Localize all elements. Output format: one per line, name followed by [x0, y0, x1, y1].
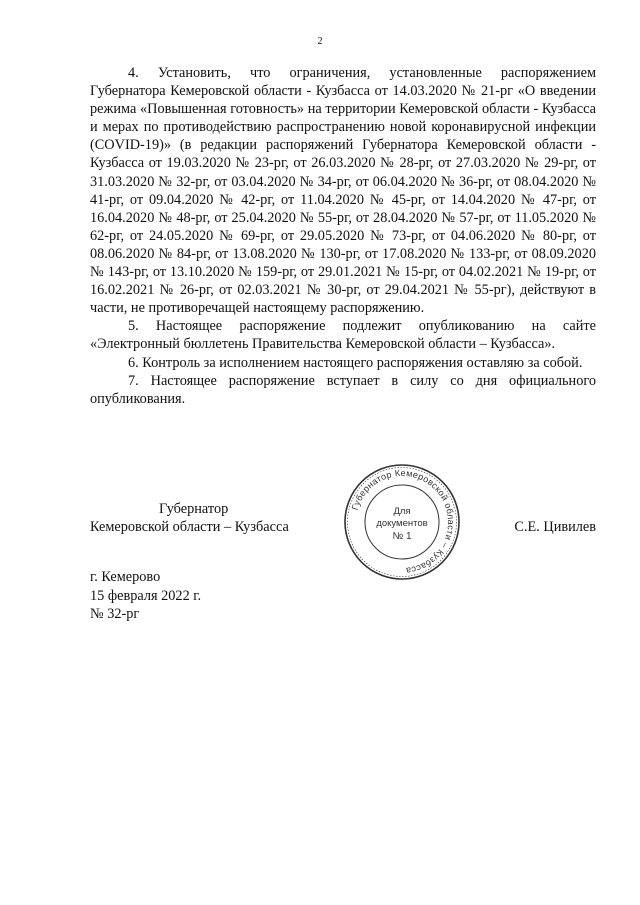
- document-body: [90, 64, 596, 408]
- official-seal: [342, 462, 462, 582]
- paragraph-6: 6. Контроль за исполнением настоящего распоряжения оставляю за собой.: [128, 354, 583, 371]
- paragraph-7: 7. Настоящее распоряжение вступает в силу со дня официального опубликования.: [90, 372, 596, 407]
- place-of-signing: г. Кемерово: [90, 569, 161, 585]
- signer-title-line1: Губернатор: [159, 501, 229, 517]
- paragraph-4: 4. Установить, что ограничения, установленные распоряжением Губернатора Кемеровской области - Кузбасса от 14.03.2020 № 21-рг «О введении режима «Повышенная готовность» на территории Кемеровской области - Кузбасса и мерах по противодействию распространению новой коронавирусной инфекции (COVID-19)» (в редакции распоряжений Губернатора Кемеровской области - Кузбасса от 19.03.2020 № 23-рг, от 26.03.2020 № 28-рг, от 27.03.2020 № 29-рг, от 31.03.2020 № 32-рг, от 03.04.2020 № 34-рг, от 06.04.2020 № 36-рг, от 08.04.2020 № 41-рг, от 09.04.2020 № 42-рг, от 11.04.2020 № 45-рг, от 14.04.2020 № 47-рг, от 16.04.2020 № 48-рг, от 25.04.2020 № 55-рг, от 28.04.2020 № 57-рг, от 11.05.2020 № 62-рг, от 24.05.2020 № 69-рг, от 29.05.2020 № 73-рг, от 04.06.2020 № 80-рг, от 08.06.2020 № 84-рг, от 13.08.2020 № 130-рг, от 17.08.2020 № 133-рг, от 08.09.2020 № 143-рг, от 13.10.2020 № 159-рг, от 29.01.2021 № 15-рг, от 04.02.2021 № 19-рг, от 16.02.2021 № 26-рг, от 02.03.2021 № 30-рг, от 29.04.2021 № 55-рг), действуют в части, не противоречащей настоящему распоряжению.: [90, 65, 596, 317]
- seal-center-line1: Для: [393, 506, 411, 517]
- document-number: № 32-рг: [90, 606, 140, 622]
- page-number: 2: [317, 36, 323, 47]
- document-footer: [90, 568, 201, 624]
- seal-ring-text: Губернатор Кемеровской области – Кузбасса: [349, 467, 457, 576]
- signer-title-line2: Кемеровской области – Кузбасса: [90, 519, 289, 535]
- seal-center-line3: № 1: [392, 531, 412, 542]
- document-date: 15 февраля 2022 г.: [90, 587, 202, 604]
- seal-center-line2: документов: [376, 518, 428, 529]
- paragraph-5: 5. Настоящее распоряжение подлежит опубликованию на сайте «Электронный бюллетень Правительства Кемеровской области – Кузбасса».: [90, 318, 596, 353]
- signer-name: С.Е. Цивилев: [514, 519, 596, 535]
